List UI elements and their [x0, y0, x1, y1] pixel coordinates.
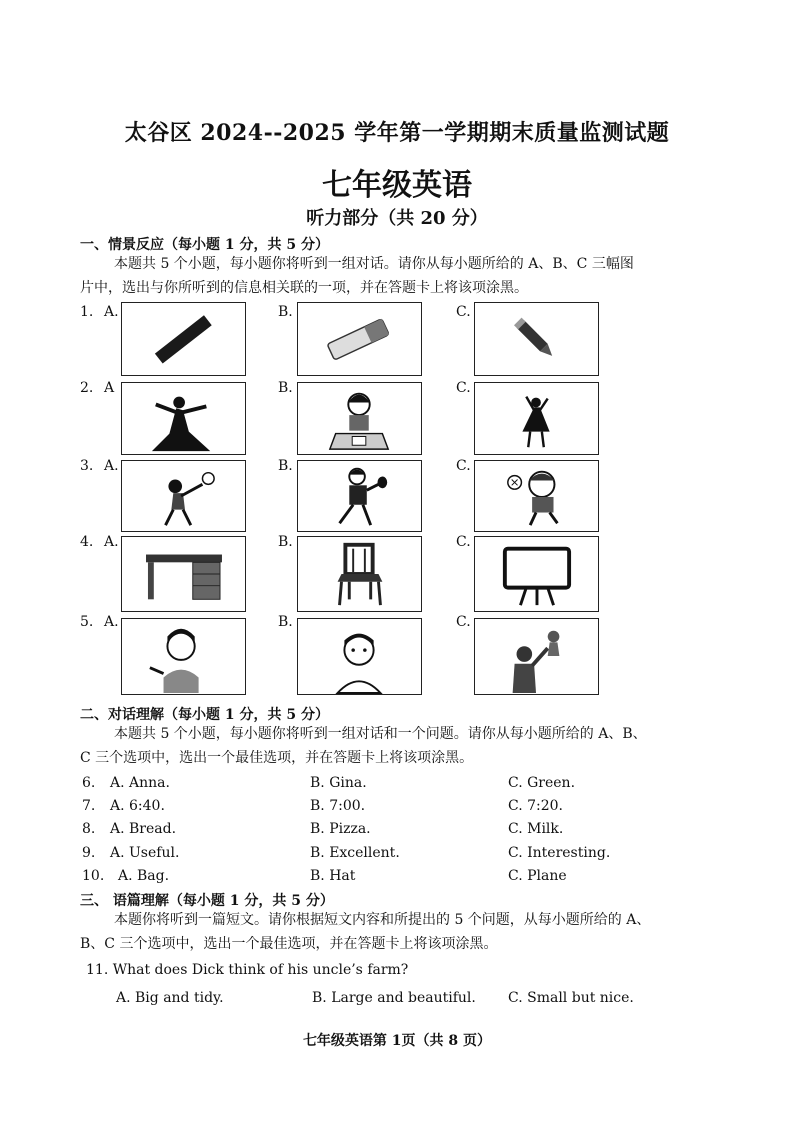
section1-instruction-line2: 片中，选出与你所听到的信息相关联的一项，并在答题卡上将该项涂黑。 — [80, 280, 528, 296]
question-number: 7. — [82, 798, 96, 814]
option-c[interactable]: C. Interesting. — [508, 845, 611, 861]
question-number: 5. — [80, 614, 94, 630]
question-number: 2. — [80, 380, 94, 396]
section3-instruction-line2: B、C 三个选项中，选出一个最佳选项，并在答题卡上将该项涂黑。 — [80, 936, 498, 952]
option-label-b: B. — [278, 458, 293, 474]
part-title: 听力部分（共 20 分） — [306, 208, 488, 229]
question-number: 6. — [82, 775, 96, 791]
ruler-icon[interactable] — [121, 302, 246, 376]
dancer-icon[interactable] — [121, 382, 246, 455]
option-label-b: B. — [278, 534, 293, 550]
ping-pong-player-icon[interactable] — [297, 460, 422, 532]
section3-heading: 三、 语篇理解（每小题 1 分，共 5 分） — [80, 893, 334, 909]
ballet-girl-icon[interactable] — [474, 382, 599, 455]
option-a[interactable]: A. Bag. — [118, 868, 170, 884]
exam-title: 太谷区 2024--2025 学年第一学期期末质量监测试题 — [124, 120, 670, 146]
desk-icon[interactable] — [121, 536, 246, 612]
question-11-stem: 11. What does Dick think of his uncle’s farm? — [86, 962, 409, 978]
volleyball-player-icon[interactable] — [121, 460, 246, 532]
section1-heading: 一、情景反应（每小题 1 分，共 5 分） — [80, 237, 329, 253]
question-number: 1. — [80, 304, 94, 320]
option-c[interactable]: C. Green. — [508, 775, 576, 791]
option-b[interactable]: B. Excellent. — [310, 845, 400, 861]
subject-title: 七年级英语 — [322, 168, 472, 203]
option-a[interactable]: A. Useful. — [110, 845, 180, 861]
soccer-boy-icon[interactable] — [474, 460, 599, 532]
eraser-icon[interactable] — [297, 302, 422, 376]
option-b[interactable]: B. 7:00. — [310, 798, 366, 814]
option-b[interactable]: B. Pizza. — [310, 821, 371, 837]
option-b[interactable]: B. Large and beautiful. — [312, 990, 476, 1006]
chair-icon[interactable] — [297, 536, 422, 612]
option-label-c: C. — [456, 458, 471, 474]
pencil-icon[interactable] — [474, 302, 599, 376]
section2-instruction-line2: C 三个选项中，选出一个最佳选项，并在答题卡上将该项涂黑。 — [80, 750, 474, 766]
woman-face-icon[interactable] — [121, 618, 246, 695]
option-a[interactable]: A. Big and tidy. — [116, 990, 224, 1006]
page-footer: 七年级英语第 1页（共 8 页） — [302, 1033, 492, 1049]
option-a[interactable]: A. Bread. — [110, 821, 177, 837]
boy-face-icon[interactable] — [297, 618, 422, 695]
option-label-a: A. — [104, 458, 119, 474]
option-b[interactable]: B. Gina. — [310, 775, 367, 791]
section3-instruction-line1: 本题你将听到一篇短文。请你根据短文内容和所提出的 5 个问题，从每小题所给的 A、 — [114, 912, 651, 928]
option-c[interactable]: C. Plane — [508, 868, 567, 884]
section1-instruction-line1: 本题共 5 个小题，每小题你将听到一组对话。请你从每小题所给的 A、B、C 三幅图 — [114, 256, 634, 272]
man-holding-baby-icon[interactable] — [474, 618, 599, 695]
option-a[interactable]: A. Anna. — [110, 775, 170, 791]
option-a[interactable]: A. 6:40. — [110, 798, 165, 814]
option-c[interactable]: C. 7:20. — [508, 798, 564, 814]
option-label-b: B. — [278, 304, 293, 320]
section2-instruction-line1: 本题共 5 个小题，每小题你将听到一组对话和一个问题。请你从每小题所给的 A、B、 — [114, 726, 647, 742]
section2-heading: 二、对话理解（每小题 1 分，共 5 分） — [80, 707, 329, 723]
question-number: 4. — [80, 534, 94, 550]
whiteboard-icon[interactable] — [474, 536, 599, 612]
option-label-a: A. — [104, 534, 119, 550]
option-label-c: C. — [456, 304, 471, 320]
option-label-a: A. — [104, 614, 119, 630]
option-label-b: B. — [278, 614, 293, 630]
option-c[interactable]: C. Milk. — [508, 821, 564, 837]
question-number: 9. — [82, 845, 96, 861]
option-label-c: C. — [456, 380, 471, 396]
question-number: 8. — [82, 821, 96, 837]
option-c[interactable]: C. Small but nice. — [508, 990, 634, 1006]
option-label-b: B. — [278, 380, 293, 396]
question-number: 3. — [80, 458, 94, 474]
option-label-c: C. — [456, 534, 471, 550]
question-number: 10. — [82, 868, 105, 884]
option-label-a: A — [104, 380, 115, 396]
option-label-c: C. — [456, 614, 471, 630]
option-b[interactable]: B. Hat — [310, 868, 356, 884]
girl-drawing-icon[interactable] — [297, 382, 422, 455]
option-label-a: A. — [104, 304, 119, 320]
